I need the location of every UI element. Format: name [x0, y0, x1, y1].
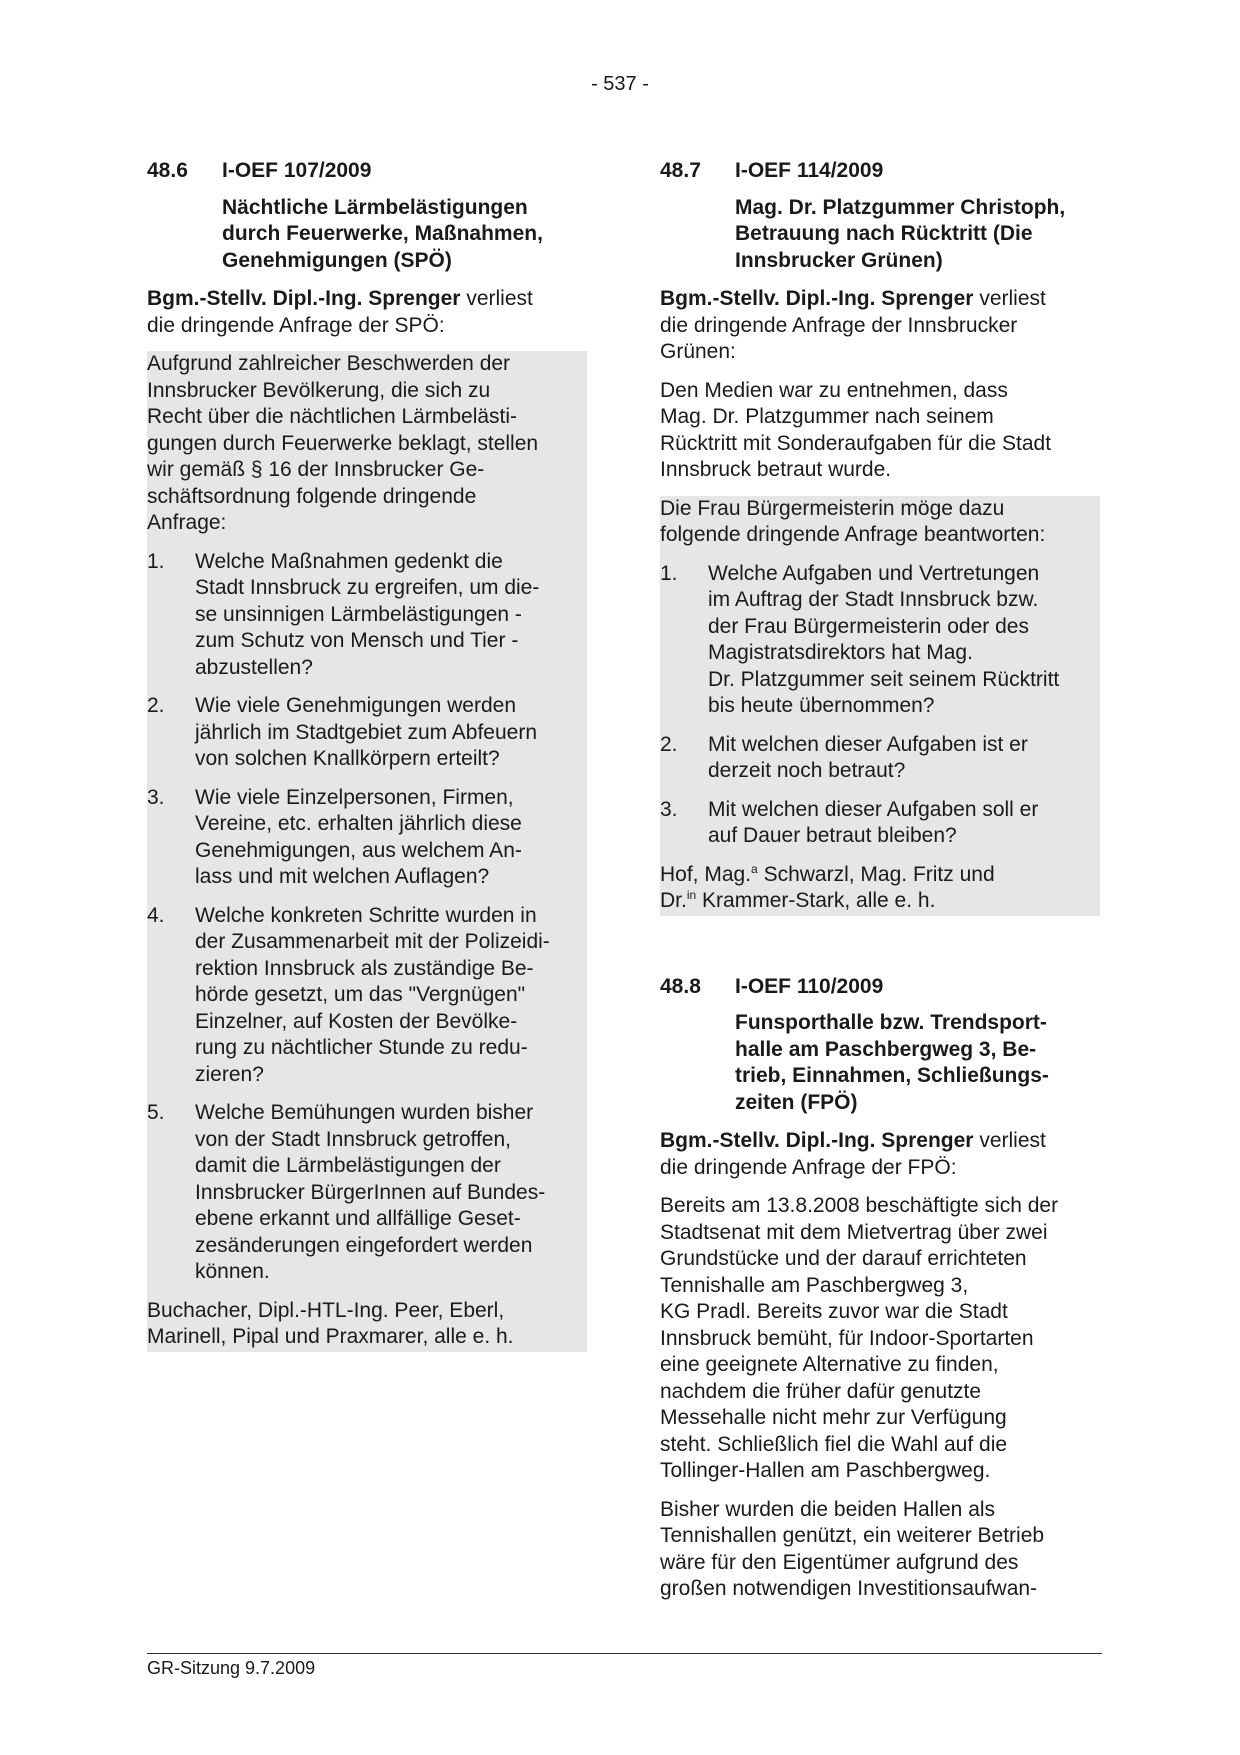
text-line: Innsbruck betraut wurde.: [660, 458, 892, 481]
text-line: Welche konkreten Schritte wurden in: [195, 903, 537, 927]
text-line: der Frau Bürgermeisterin oder des: [708, 614, 1029, 638]
text-part: Hof, Mag.: [660, 862, 752, 886]
footer-divider: [147, 1653, 1102, 1654]
text-line: Anfrage:: [147, 511, 227, 534]
text-line: wäre für den Eigentümer aufgrund des: [660, 1550, 1019, 1574]
text-line: Wie viele Genehmigungen werden: [195, 694, 517, 717]
list-item: [147, 693, 587, 773]
text-line: Tollinger-Hallen am Paschbergweg.: [660, 1459, 991, 1482]
text-line: eine geeignete Alternative zu finden,: [660, 1353, 999, 1376]
page-number: - 537 -: [591, 73, 649, 95]
text-part: Krammer-Stark, alle e. h.: [696, 889, 936, 912]
speaker-name: Bgm.-Stellv. Dipl.-Ing. Sprenger: [660, 1129, 974, 1152]
question-list: [147, 549, 587, 1286]
title-line: Funsporthalle bzw. Trendsport-: [735, 1011, 1047, 1034]
item-number: 4.: [147, 903, 165, 927]
text-line: Stadt Innsbruck zu ergreifen, um die-: [195, 576, 540, 599]
body-paragraph: [660, 378, 1100, 484]
text-line: Tennishallen genützt, ein weiterer Betrieb: [660, 1524, 1045, 1547]
signatories: [147, 1298, 587, 1351]
text-line: Mit welchen dieser Aufgaben ist er: [708, 732, 1028, 756]
text-line: damit die Lärmbelästigungen der: [195, 1154, 501, 1177]
title-line: Mag. Dr. Platzgummer Christoph,: [735, 195, 1066, 219]
text-line: Stadtsenat mit dem Mietvertrag über zwei: [660, 1220, 1048, 1244]
text-line: Innsbruck bemüht, für Indoor-Sportarten: [660, 1326, 1034, 1350]
text-line: abzustellen?: [195, 655, 313, 679]
text-line: Welche Aufgaben und Vertretungen: [708, 561, 1040, 585]
text-line: Aufgrund zahlreicher Beschwerden der: [147, 352, 511, 375]
footer-text: GR-Sitzung 9.7.2009: [147, 1658, 316, 1678]
list-item: [147, 549, 587, 682]
text-line: von solchen Knallkörpern erteilt?: [195, 747, 500, 770]
section-code: I-OEF 110/2009: [735, 974, 884, 998]
text-line: wir gemäß § 16 der Innsbrucker Ge-: [147, 458, 485, 481]
inquiry-box: [147, 351, 587, 1352]
inquiry-paragraph: [147, 351, 587, 537]
item-number: 3.: [147, 785, 165, 809]
text-line: jährlich im Stadtgebiet zum Abfeuern: [195, 720, 538, 744]
list-item: [147, 903, 587, 1089]
text-line: Innsbrucker BürgerInnen auf Bundes-: [195, 1180, 546, 1204]
text-line: Mit welchen dieser Aufgaben soll er: [708, 797, 1039, 821]
text-line: rung zu nächtlicher Stunde zu redu-: [195, 1036, 528, 1059]
section-number: 48.8: [660, 974, 701, 998]
text-line: Genehmigungen, aus welchem An-: [195, 838, 522, 862]
title-line: Nächtliche Lärmbelästigungen: [222, 195, 528, 219]
text-line: Recht über die nächtlichen Lärmbelästi-: [147, 405, 518, 428]
text-line: Welche Maßnahmen gedenkt die: [195, 549, 503, 573]
text-line: Magistratsdirektors hat Mag.: [708, 641, 973, 664]
item-text: [195, 785, 522, 891]
text-part: Schwarzl, Mag. Fritz und: [757, 862, 995, 886]
text-line: Tennishalle am Paschbergweg 3,: [660, 1273, 969, 1297]
text-line: Die Frau Bürgermeisterin möge dazu: [660, 496, 1005, 520]
text-line: zesänderungen eingefordert werden: [195, 1233, 533, 1257]
section-title: [222, 195, 587, 275]
text-line: lass und mit welchen Auflagen?: [195, 865, 490, 888]
item-text: [195, 549, 539, 682]
text-line: gungen durch Feuerwerke beklagt, stellen: [147, 431, 539, 455]
section-title: [735, 195, 1100, 275]
text-line: ebene erkannt und allfällige Geset-: [195, 1207, 521, 1230]
right-column: [660, 158, 1100, 1615]
text-line: Mag. Dr. Platzgummer nach seinem: [660, 405, 994, 428]
section-heading-48-7: [660, 158, 1100, 185]
section-heading-48-6: [147, 158, 587, 185]
intro-line: die dringende Anfrage der FPÖ:: [660, 1155, 957, 1179]
text-line: bis heute übernommen?: [708, 694, 935, 717]
section-heading-48-8: [660, 974, 1100, 1001]
text-line: steht. Schließlich fiel die Wahl auf die: [660, 1432, 1008, 1456]
title-line: Genehmigungen (SPÖ): [222, 248, 452, 272]
text-line: Grundstücke und der darauf errichteten: [660, 1247, 1027, 1270]
intro-paragraph: [660, 286, 1100, 366]
item-text: [708, 561, 1059, 720]
intro-line: Grünen:: [660, 340, 736, 363]
signatories: [660, 862, 1100, 915]
list-item: [660, 732, 1100, 785]
section-spacer: [660, 916, 1100, 974]
body-paragraph: [660, 1497, 1100, 1603]
text-line: rektion Innsbruck als zuständige Be-: [195, 956, 534, 980]
section-number: 48.6: [147, 159, 188, 182]
intro-verb: verliest: [460, 287, 533, 310]
text-line: Bisher wurden die beiden Hallen als: [660, 1497, 996, 1521]
text-line: der Zusammenarbeit mit der Polizeidi-: [195, 930, 550, 953]
text-line: schäftsordnung folgende dringende: [147, 484, 477, 508]
superscript: a: [751, 861, 758, 876]
body-paragraph: [660, 1193, 1100, 1485]
intro-line: die dringende Anfrage der SPÖ:: [147, 313, 445, 337]
item-text: [195, 903, 550, 1089]
text-line: zieren?: [195, 1062, 264, 1086]
text-line: Dr. Platzgummer seit seinem Rücktritt: [708, 667, 1060, 691]
inquiry-box: [660, 496, 1100, 916]
item-number: 1.: [660, 561, 678, 585]
item-text: [195, 693, 537, 773]
intro-line: die dringende Anfrage der Innsbrucker: [660, 313, 1018, 337]
section-number: 48.7: [660, 159, 701, 182]
text-line: derzeit noch betraut?: [708, 759, 906, 782]
text-line: Einzelner, auf Kosten der Bevölke-: [195, 1009, 518, 1033]
text-line: folgende dringende Anfrage beantworten:: [660, 523, 1046, 546]
text-line: großen notwendigen Investitionsaufwan-: [660, 1577, 1038, 1600]
intro-verb: verliest: [973, 287, 1046, 310]
intro-paragraph: [660, 1128, 1100, 1181]
left-column: [147, 158, 587, 1352]
superscript: in: [686, 888, 697, 902]
item-number: 2.: [660, 732, 678, 756]
text-line: nachdem die früher dafür genutzte: [660, 1379, 982, 1403]
intro-verb: verliest: [973, 1129, 1046, 1152]
text-line: KG Pradl. Bereits zuvor war die Stadt: [660, 1300, 1008, 1323]
title-line: Betrauung nach Rücktritt (Die: [735, 222, 1033, 245]
text-line: Welche Bemühungen wurden bisher: [195, 1101, 534, 1124]
item-number: 3.: [660, 797, 678, 821]
item-text: [708, 797, 1038, 850]
item-number: 1.: [147, 549, 165, 573]
list-item: [147, 785, 587, 891]
item-number: 5.: [147, 1101, 165, 1124]
text-line: auf Dauer betraut bleiben?: [708, 824, 957, 847]
text-line: Vereine, etc. erhalten jährlich diese: [195, 812, 522, 835]
text-line: Rücktritt mit Sonderaufgaben für die Stadt: [660, 431, 1052, 455]
title-line: halle am Paschbergweg 3, Be-: [735, 1037, 1037, 1061]
speaker-name: Bgm.-Stellv. Dipl.-Ing. Sprenger: [660, 287, 974, 310]
text-line: Messehalle nicht mehr zur Verfügung: [660, 1406, 1007, 1429]
text-line: zum Schutz von Mensch und Tier -: [195, 629, 519, 652]
text-line: von der Stadt Innsbruck getroffen,: [195, 1127, 511, 1151]
speaker-name: Bgm.-Stellv. Dipl.-Ing. Sprenger: [147, 287, 461, 310]
title-line: trieb, Einnahmen, Schließungs-: [735, 1064, 1049, 1087]
text-part: Dr.: [660, 889, 687, 912]
section-code: I-OEF 107/2009: [222, 159, 372, 182]
text-line: se unsinnigen Lärmbelästigungen -: [195, 602, 522, 626]
item-text: [708, 732, 1028, 785]
text-line: Den Medien war zu entnehmen, dass: [660, 378, 1008, 402]
text-line: im Auftrag der Stadt Innsbruck bzw.: [708, 588, 1039, 611]
item-text: [195, 1100, 545, 1286]
list-item: [147, 1100, 587, 1286]
inquiry-paragraph: [660, 496, 1100, 549]
text-line: Innsbrucker Bevölkerung, die sich zu: [147, 378, 491, 402]
title-line: Innsbrucker Grünen): [735, 248, 943, 272]
list-item: [660, 797, 1100, 850]
text-line: Buchacher, Dipl.-HTL-Ing. Peer, Eberl,: [147, 1298, 505, 1322]
list-item: [660, 561, 1100, 720]
intro-paragraph: [147, 286, 587, 339]
item-number: 2.: [147, 694, 165, 717]
text-line: können.: [195, 1260, 270, 1283]
section-code: I-OEF 114/2009: [735, 159, 884, 182]
text-line: Marinell, Pipal und Praxmarer, alle e. h.: [147, 1325, 514, 1348]
text-line: Wie viele Einzelpersonen, Firmen,: [195, 785, 514, 809]
title-line: zeiten (FPÖ): [735, 1090, 858, 1114]
question-list: [660, 561, 1100, 850]
text-line: hörde gesetzt, um das "Vergnügen": [195, 983, 526, 1006]
section-title: [735, 1010, 1100, 1116]
title-line: durch Feuerwerke, Maßnahmen,: [222, 222, 543, 245]
text-line: Bereits am 13.8.2008 beschäftigte sich der: [660, 1194, 1059, 1217]
